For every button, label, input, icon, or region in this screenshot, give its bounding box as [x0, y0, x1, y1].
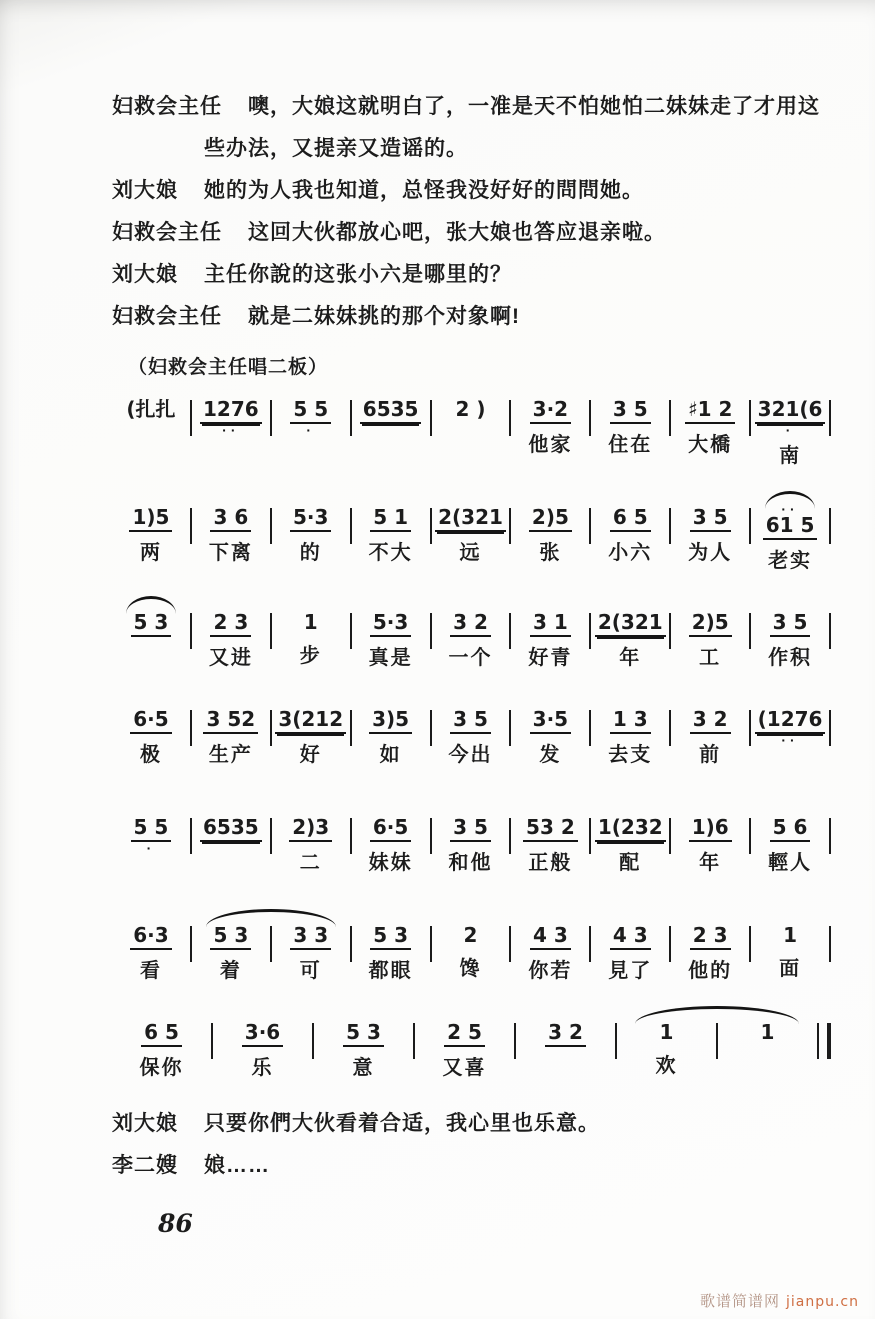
lyric-text: 小六 [608, 542, 653, 564]
measure-cell [192, 397, 270, 469]
note-numbers: 3·5 [530, 707, 571, 734]
note-numbers: 2 ) [455, 397, 486, 421]
measure-cell [352, 505, 430, 566]
speaker-name: 李二嫂 [112, 1154, 178, 1177]
score-system [112, 909, 831, 984]
note-numbers: 1 [783, 923, 798, 947]
lyric-text [227, 850, 235, 876]
note-numbers: 5 5 [131, 815, 172, 842]
lyric-text: 保你 [139, 1057, 184, 1079]
lyric-text: 配 [619, 852, 642, 874]
measure-cell [192, 707, 270, 768]
note-group [289, 815, 332, 842]
note-group [369, 707, 412, 734]
measure-cell [112, 505, 190, 566]
note-numbers: 5 3 [131, 610, 172, 637]
note-group [444, 1020, 485, 1047]
note-group [689, 815, 732, 842]
lyric-text: 正般 [528, 852, 573, 874]
dialogue-line [112, 254, 831, 296]
note-group [690, 505, 731, 532]
note-group [755, 397, 826, 438]
note-group [530, 610, 571, 637]
note-group [130, 923, 171, 950]
measure-cell [213, 1020, 312, 1081]
measure-cell [192, 610, 270, 671]
note-group [360, 397, 422, 424]
note-numbers: 1)6 [689, 815, 732, 842]
dialogue-line [112, 296, 831, 338]
lyric-text: 生产 [208, 744, 253, 766]
speech-text: 噢，大娘这就明白了，一准是天不怕她怕二妹妹走了才用这些办法，又提亲又造谣的。 [204, 95, 820, 160]
note-group [770, 815, 811, 842]
note-numbers: 5 5 [290, 397, 331, 424]
lyric-text: 去支 [608, 744, 653, 766]
note-numbers: 6 5 [141, 1020, 182, 1047]
lyric-text: 你若 [528, 960, 573, 982]
speech-text: 娘…… [204, 1154, 270, 1177]
note-group [130, 707, 171, 734]
dialogue-bottom-section [112, 1103, 831, 1187]
note-numbers: 2)5 [529, 505, 572, 532]
lyric-text: 张 [539, 542, 562, 564]
measure-cell [516, 1020, 615, 1081]
measure-cell [511, 923, 589, 984]
measure-cell [511, 707, 589, 768]
note-group [301, 610, 321, 635]
note-numbers: 6·5 [370, 815, 411, 842]
note-numbers: 3 6 [210, 505, 251, 532]
measure-cell [112, 707, 190, 768]
measure-cell [272, 707, 350, 768]
note-numbers: 5 3 [370, 923, 411, 950]
measure-cell [314, 1020, 413, 1081]
note-group [545, 1020, 586, 1047]
note-numbers: 3 5 [450, 707, 491, 734]
lyric-text: 見了 [608, 960, 653, 982]
note-numbers: 321(6 [755, 397, 826, 424]
lyric-text: 好青 [528, 647, 573, 669]
page-number: 86 [158, 1209, 193, 1238]
measure-cell [272, 397, 350, 469]
note-numbers: 3 2 [690, 707, 731, 734]
measure-cell [591, 397, 669, 458]
dialogue-top-section [112, 86, 831, 338]
lyric-text [147, 861, 155, 887]
lyric-text: 都眼 [368, 960, 413, 982]
lyric-text: 下离 [208, 542, 253, 564]
note-numbers: 3 52 [203, 707, 258, 734]
note-numbers: 2)5 [689, 610, 732, 637]
score-system [112, 693, 831, 779]
note-group [452, 397, 488, 422]
note-group [690, 707, 731, 734]
note-numbers: 2 3 [210, 610, 251, 637]
note-group [530, 397, 571, 424]
lyric-text [147, 430, 155, 456]
lyric-text: 又进 [208, 647, 253, 669]
slur-arc [206, 909, 336, 927]
barline [829, 508, 831, 544]
measure-cell [432, 505, 510, 566]
speaker-name: 刘大娘 [112, 263, 178, 286]
measure-cell [671, 815, 749, 876]
measure-cell [432, 815, 510, 876]
measure-cell [511, 815, 589, 876]
octave-dots-low: · [306, 422, 316, 438]
note-group [595, 815, 666, 842]
note-numbers: 2(321 [435, 505, 506, 532]
measure-cell [511, 397, 589, 458]
lyric-text [307, 443, 315, 469]
speaker-name: 妇救会主任 [112, 95, 222, 118]
note-numbers: 3 2 [545, 1020, 586, 1047]
measure-cell [352, 815, 430, 876]
lyric-text: 老实 [768, 550, 813, 572]
measure-cell [751, 707, 829, 779]
note-numbers: 61 5 [763, 513, 818, 540]
note-group [530, 707, 571, 734]
note-group [770, 610, 811, 637]
score-system [112, 801, 831, 887]
measure-cell [751, 610, 829, 671]
note-group [450, 610, 491, 637]
slur-arc [765, 491, 815, 509]
note-group [530, 923, 571, 950]
note-group [461, 923, 481, 948]
measure-cell [432, 610, 510, 671]
measure-cell [112, 397, 190, 456]
note-numbers: 3 3 [290, 923, 331, 950]
dialogue-line [112, 170, 831, 212]
note-numbers: 6535 [200, 815, 262, 842]
lyric-text [147, 645, 155, 671]
note-group [123, 397, 178, 422]
measure-cell [192, 815, 270, 876]
note-group [290, 397, 331, 438]
measure-cell [352, 707, 430, 768]
final-double-barline [817, 1023, 831, 1059]
measure-cell [751, 815, 829, 876]
note-numbers: 2 [463, 923, 478, 947]
lyric-text: 真是 [368, 647, 413, 669]
note-numbers: 1 [760, 1020, 775, 1044]
note-numbers: 2(321 [595, 610, 666, 637]
lyric-text: 工 [699, 647, 722, 669]
note-numbers: 1 [303, 610, 318, 634]
measure-cell [617, 1020, 716, 1079]
note-group [610, 397, 651, 424]
measure-cell [192, 923, 270, 984]
note-numbers: 5·3 [290, 505, 331, 532]
measure-cell [112, 1020, 211, 1081]
lyric-text [227, 443, 235, 469]
lyric-text: 馋 [459, 958, 482, 980]
measure-cell [352, 923, 430, 984]
measure-cell [432, 923, 510, 982]
watermark [700, 1290, 859, 1311]
note-numbers: 3·6 [242, 1020, 283, 1047]
note-group [610, 923, 651, 950]
lyric-text: 步 [299, 645, 322, 667]
note-numbers: 3 5 [610, 397, 651, 424]
measure-cell [352, 397, 430, 458]
lyric-text: 又喜 [442, 1057, 487, 1079]
note-group [450, 815, 491, 842]
note-group [370, 505, 411, 532]
note-numbers: 2 5 [444, 1020, 485, 1047]
lyric-text: 欢 [655, 1055, 678, 1077]
measure-cell [751, 923, 829, 982]
note-group [210, 923, 251, 950]
note-numbers: 5 3 [343, 1020, 384, 1047]
note-group [450, 707, 491, 734]
note-group [203, 707, 258, 734]
lyric-text: 二 [299, 852, 322, 874]
lyric-text: 和他 [448, 852, 493, 874]
speech-text: 只要你們大伙看着合适，我心里也乐意。 [204, 1112, 600, 1135]
measure-cell [671, 610, 749, 671]
speech-text: 她的为人我也知道，总怪我没好好的問問她。 [204, 179, 644, 202]
note-group [131, 610, 172, 637]
speech-text: 就是二妹妹挑的那个对象啊! [248, 305, 520, 328]
note-group [210, 505, 251, 532]
note-numbers: 1 [659, 1020, 674, 1044]
lyric-text: 大橋 [688, 434, 733, 456]
lyric-text: 意 [352, 1057, 375, 1079]
measure-cell [671, 505, 749, 566]
note-group [780, 923, 800, 948]
note-group [685, 397, 735, 424]
note-numbers: 3 5 [770, 610, 811, 637]
measure-cell [112, 923, 190, 984]
lyric-text: 輕人 [768, 852, 813, 874]
note-group [755, 707, 826, 748]
score-lines [112, 383, 831, 1081]
note-numbers: 3)5 [369, 707, 412, 734]
lyric-text: 好 [299, 744, 322, 766]
lyric-text [786, 753, 794, 779]
note-numbers: 1(232 [595, 815, 666, 842]
watermark-site-name: 歌谱简谱网 [699, 1293, 780, 1310]
note-group [610, 505, 651, 532]
note-numbers: 1 3 [610, 707, 651, 734]
speaker-name: 刘大娘 [112, 1112, 178, 1135]
measure-cell [591, 505, 669, 566]
barline [829, 710, 831, 746]
lyric-text: 远 [459, 542, 482, 564]
note-numbers: 6·5 [130, 707, 171, 734]
measure-cell [718, 1020, 817, 1079]
note-group [242, 1020, 283, 1047]
speaker-name: 妇救会主任 [112, 305, 222, 328]
dialogue-line [112, 1145, 831, 1187]
measure-cell [671, 397, 749, 458]
lyric-text: 乐 [251, 1057, 274, 1079]
note-numbers: 6 5 [610, 505, 651, 532]
note-numbers: 5 1 [370, 505, 411, 532]
note-group [523, 815, 578, 842]
speech-text: 这回大伙都放心吧，张大娘也答应退亲啦。 [248, 221, 666, 244]
lyric-text [467, 430, 475, 456]
score-heading: （妇救会主任唱二板） [128, 357, 329, 378]
lyric-text [764, 1053, 772, 1079]
measure-cell [112, 815, 190, 887]
measure-cell [671, 707, 749, 768]
note-group [763, 501, 818, 540]
octave-dots-low: ·· [222, 422, 240, 438]
note-numbers: 5 6 [770, 815, 811, 842]
dialogue-line [112, 86, 831, 170]
measure-cell [591, 610, 669, 671]
note-group [343, 1020, 384, 1047]
note-group [690, 923, 731, 950]
note-numbers: 6·3 [130, 923, 171, 950]
speaker-name: 妇救会主任 [112, 221, 222, 244]
octave-dots-low: · [146, 840, 156, 856]
score-system [112, 491, 831, 574]
lyric-text: 面 [779, 958, 802, 980]
note-numbers: 5·3 [370, 610, 411, 637]
lyric-text [562, 1055, 570, 1081]
note-numbers: 53 2 [523, 815, 578, 842]
measure-cell [192, 505, 270, 566]
note-numbers: 1)5 [129, 505, 172, 532]
note-numbers: 3 5 [450, 815, 491, 842]
note-numbers: (1276 [755, 707, 826, 734]
note-numbers: 5 3 [210, 923, 251, 950]
lyric-text: 住在 [608, 434, 653, 456]
note-group [595, 610, 666, 637]
lyric-text: 前 [699, 744, 722, 766]
note-numbers: ♯1 2 [685, 397, 735, 424]
note-group [370, 610, 411, 637]
note-numbers: 3 2 [450, 610, 491, 637]
note-group [141, 1020, 182, 1047]
measure-cell [352, 610, 430, 671]
lyric-text: 他的 [688, 960, 733, 982]
measure-cell [591, 707, 669, 768]
note-group [529, 505, 572, 532]
lyric-text: 年 [699, 852, 722, 874]
lyric-text: 一个 [448, 647, 493, 669]
measure-cell [272, 923, 350, 984]
measure-cell [112, 610, 190, 671]
note-group [275, 707, 346, 734]
dialogue-line [112, 1103, 831, 1145]
score-system [112, 596, 831, 671]
note-group [200, 397, 262, 438]
note-group [370, 815, 411, 842]
lyric-text: 两 [139, 542, 162, 564]
measure-cell [272, 610, 350, 669]
note-group [290, 505, 331, 532]
note-numbers: 4 3 [530, 923, 571, 950]
lyric-text: 他家 [528, 434, 573, 456]
lyric-text: 作积 [768, 647, 813, 669]
measure-cell [432, 397, 510, 456]
measure-cell [272, 815, 350, 876]
lyric-text: 着 [219, 960, 242, 982]
octave-dots-low: · [785, 422, 795, 438]
note-numbers: (扎扎 [126, 397, 176, 421]
note-group [200, 815, 262, 842]
measure-cell [751, 501, 829, 574]
note-group [210, 610, 251, 637]
score-system [112, 1006, 831, 1081]
measure-cell [511, 610, 589, 671]
measure-cell [272, 505, 350, 566]
octave-dots-low: ·· [781, 732, 799, 748]
note-group [129, 505, 172, 532]
barline [829, 400, 831, 436]
measure-cell [751, 397, 829, 469]
note-group [131, 815, 172, 856]
measure-cell [591, 923, 669, 984]
measure-cell [511, 505, 589, 566]
lyric-text: 妹妹 [368, 852, 413, 874]
lyric-text: 不大 [368, 542, 413, 564]
watermark-url: jianpu.cn [785, 1294, 859, 1310]
score-system [112, 383, 831, 469]
lyric-text: 为人 [688, 542, 733, 564]
speaker-name: 刘大娘 [112, 179, 178, 202]
note-numbers: 3(212 [275, 707, 346, 734]
slur-arc [635, 1006, 799, 1024]
measure-cell [432, 707, 510, 768]
note-group [610, 707, 651, 734]
note-numbers: 3 1 [530, 610, 571, 637]
note-group [290, 923, 331, 950]
lyric-text: 南 [779, 445, 802, 467]
barline [829, 613, 831, 649]
note-numbers: 2 3 [690, 923, 731, 950]
note-numbers: 1276 [200, 397, 262, 424]
note-numbers: 3 5 [690, 505, 731, 532]
lyric-text [387, 432, 395, 458]
slur-arc [126, 596, 176, 614]
lyric-text: 今出 [448, 744, 493, 766]
speech-text: 主任你說的这张小六是哪里的？ [204, 263, 512, 286]
note-group [370, 923, 411, 950]
measure-cell [591, 815, 669, 876]
note-group [689, 610, 732, 637]
lyric-text: 年 [619, 647, 642, 669]
measure-cell [415, 1020, 514, 1081]
lyric-text: 可 [299, 960, 322, 982]
lyric-text: 的 [299, 542, 322, 564]
dialogue-line [112, 212, 831, 254]
measure-cell [671, 923, 749, 984]
barline [829, 818, 831, 854]
note-numbers: 2)3 [289, 815, 332, 842]
note-group [435, 505, 506, 532]
octave-dots-high: ·· [781, 501, 799, 517]
note-numbers: 3·2 [530, 397, 571, 424]
lyric-text: 极 [139, 744, 162, 766]
lyric-text: 看 [139, 960, 162, 982]
barline [829, 926, 831, 962]
lyric-text: 如 [379, 744, 402, 766]
note-numbers: 4 3 [610, 923, 651, 950]
note-numbers: 6535 [360, 397, 422, 424]
lyric-text: 发 [539, 744, 562, 766]
music-score [112, 352, 831, 1081]
